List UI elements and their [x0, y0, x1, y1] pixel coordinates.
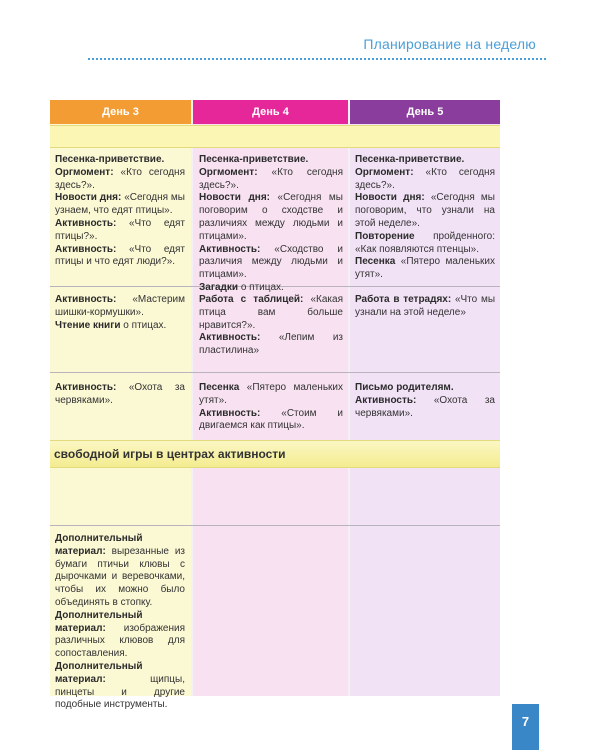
day3-materials-cell [55, 533, 185, 712]
cell-paragraph-text: «Что мы узнали на этой неделе» [355, 294, 495, 318]
cell-paragraph-text: «Какая птица вам больше нравится?». [199, 294, 343, 331]
cell-paragraph [355, 167, 495, 193]
cell-paragraph-lead: Активность: [199, 332, 261, 344]
day4-activity-cell [199, 294, 343, 358]
cell-paragraph [355, 382, 495, 395]
cell-paragraph-lead: Новости дня: [355, 192, 425, 204]
cell-paragraph-lead: Дополнительный материал: [55, 660, 143, 685]
cell-paragraph [55, 192, 185, 218]
weekly-plan-table [50, 100, 500, 711]
cell-paragraph [55, 167, 185, 193]
cell-paragraph-lead: Активность: [199, 407, 261, 419]
cell-paragraph [199, 408, 343, 434]
cell-paragraph-lead: Дополнительный материал: [55, 533, 143, 557]
cell-paragraph-lead: Работа с таблицей: [199, 294, 304, 305]
cell-paragraph [55, 294, 185, 320]
cell-paragraph-lead: Оргмомент: [199, 166, 258, 178]
cell-paragraph [355, 231, 495, 257]
cell-paragraph-text: «Что едят птицы и что едят люди?». [55, 243, 185, 268]
row-divider [50, 525, 500, 526]
day3-extra-cell [55, 382, 185, 408]
cell-paragraph-text: «Что едят птицы?». [55, 217, 185, 242]
cell-paragraph [55, 218, 185, 244]
cell-paragraph-text: «Охота за червяками». [55, 382, 185, 406]
cell-paragraph-text: «Кто сегодня здесь?». [199, 166, 343, 191]
cell-paragraph-lead: Песенка-приветствие. [199, 154, 309, 165]
page-number: 7 [512, 704, 539, 750]
cell-paragraph-lead: Дополнительный материал: [55, 609, 143, 634]
cell-paragraph-lead: Песенка [355, 256, 396, 268]
cell-paragraph [199, 154, 343, 167]
cell-paragraph-text: «Кто сегодня здесь?». [55, 166, 185, 191]
cell-paragraph [55, 533, 185, 610]
cell-paragraph-text: «Сходство и различия между людьми и птицами». [199, 243, 343, 281]
cell-paragraph-lead: Повторение [355, 230, 415, 242]
cell-paragraph [355, 294, 495, 320]
cell-paragraph-text: «Лепим из пластилина» [199, 332, 343, 357]
page-header-title: Планирование на неделю [363, 36, 536, 52]
day3-morning-cell [55, 154, 185, 269]
cell-paragraph-text: вырезанные из бумаги птичьи клювы с дырочками и веревочками, чтобы их можно было объединять в стопку. [55, 545, 185, 608]
cell-paragraph [55, 382, 185, 408]
cell-paragraph-lead: Новости дня: [199, 192, 270, 204]
cell-paragraph-lead: Оргмомент: [355, 166, 414, 178]
cell-paragraph-text: «Стоим и двигаемся как птицы». [199, 407, 343, 432]
day3-activity-cell [55, 294, 185, 332]
cell-paragraph [199, 192, 343, 243]
cell-paragraph [355, 256, 495, 282]
cell-paragraph-text: «Охота за червяками». [355, 394, 495, 419]
cell-paragraph-text: о птицах. [238, 281, 284, 293]
cell-paragraph-lead: Активность: [355, 394, 417, 406]
cell-paragraph-text: «Сегодня мы поговорим, что узнали на этой неделе». [355, 192, 495, 229]
cell-paragraph [355, 192, 495, 230]
day4-morning-cell [199, 154, 343, 295]
cell-paragraph-lead: Активность: [199, 243, 261, 255]
cell-paragraph-text: «Сегодня мы поговорим о сходстве и различиях между людьми и птицами». [199, 192, 343, 242]
cell-paragraph-lead: Активность: [55, 294, 117, 305]
cell-paragraph-text: изображения различных клювов для сопоставления. [55, 622, 185, 660]
cell-paragraph [199, 294, 343, 332]
cell-paragraph-text: «Сегодня мы узнаем, что едят птицы». [55, 192, 185, 217]
cell-paragraph [55, 244, 185, 270]
cell-paragraph [55, 661, 185, 712]
cell-paragraph-lead: Песенка [199, 382, 240, 393]
cell-paragraph-text: о птицах. [120, 319, 167, 331]
cell-paragraph [355, 154, 495, 167]
cell-paragraph [55, 320, 185, 333]
cell-paragraph-lead: Новости дня: [55, 192, 122, 204]
day4-extra-cell [199, 382, 343, 433]
cell-paragraph-lead: Письмо родителям. [355, 382, 454, 393]
day4-header: День 4 [193, 100, 348, 124]
cell-paragraph-lead: Песенка-приветствие. [355, 154, 465, 165]
cell-paragraph-text: «Пятеро маленьких утят». [199, 382, 343, 406]
day3-header: День 3 [50, 100, 191, 124]
cell-paragraph [199, 282, 343, 295]
cell-paragraph-lead: Активность: [55, 217, 117, 229]
day5-header: День 5 [350, 100, 500, 124]
cell-paragraph-lead: Активность: [55, 382, 117, 393]
cell-paragraph [199, 382, 343, 408]
cell-paragraph [199, 167, 343, 193]
cell-paragraph [55, 610, 185, 661]
day5-morning-cell [355, 154, 495, 282]
cell-paragraph-lead: Работа в тетрадях: [355, 294, 452, 305]
cell-paragraph-text: пройденного: «Как появляются птенцы». [355, 230, 495, 255]
cell-paragraph-lead: Активность: [55, 243, 117, 255]
header-dotted-rule [88, 58, 546, 60]
cell-paragraph [355, 395, 495, 421]
cell-paragraph-lead: Чтение книги [55, 319, 121, 331]
cell-paragraph-text: «Пятеро маленьких утят». [355, 256, 495, 281]
header-band [50, 125, 500, 148]
free-play-band-title: свободной игры в центрах активности [54, 447, 286, 461]
cell-paragraph-text: щипцы, пинцеты и другие подобные инструменты. [55, 673, 185, 711]
row-divider [50, 372, 500, 373]
day5-activity-cell [355, 294, 495, 320]
cell-paragraph [55, 154, 185, 167]
cell-paragraph-text: «Кто сегодня здесь?». [355, 166, 495, 191]
day5-extra-cell [355, 382, 495, 420]
cell-paragraph-lead: Загадки [199, 281, 239, 293]
cell-paragraph-lead: Песенка-приветствие. [55, 154, 165, 165]
free-play-band [50, 440, 500, 468]
cell-paragraph-text: «Мастерим шишки-кормушки». [55, 294, 185, 318]
cell-paragraph-lead: Оргмомент: [55, 166, 114, 178]
cell-paragraph [199, 244, 343, 282]
cell-paragraph [199, 332, 343, 358]
